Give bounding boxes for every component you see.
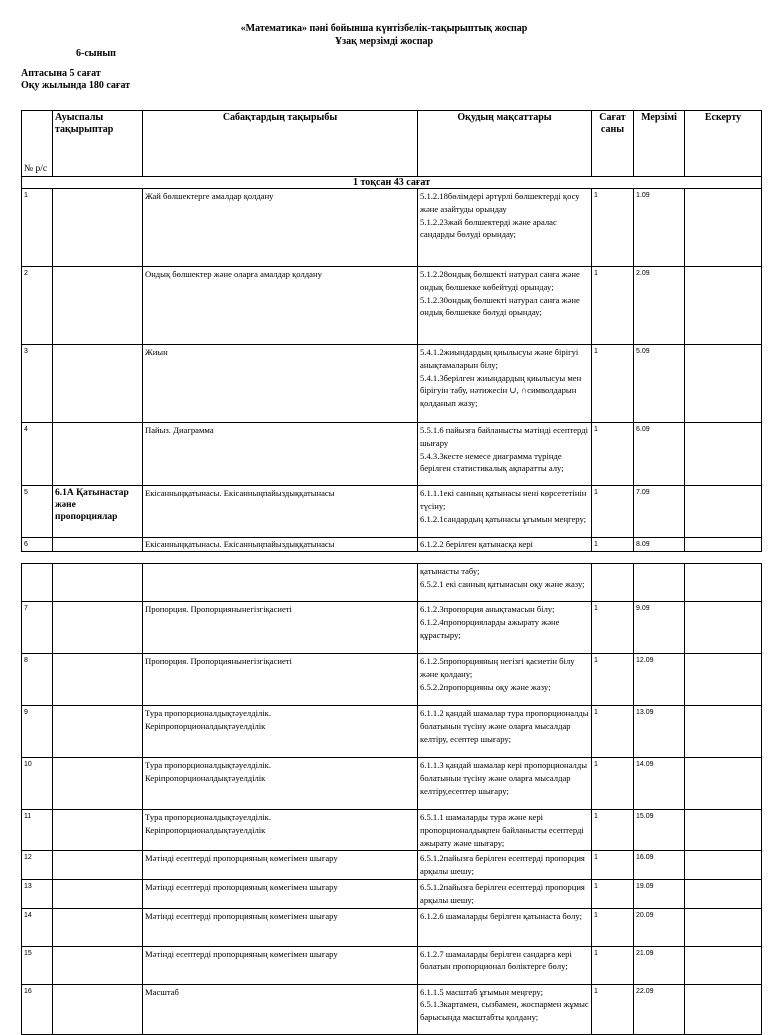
row-topic: Тура пропорционалдықтәуелділік. Керіпропорционалдықтәуелділік	[143, 758, 418, 810]
col-header-topic: Сабақтардың тақырыбы	[143, 111, 418, 177]
row-hours: 1	[592, 851, 634, 880]
row-objectives: 6.1.1.2 қандай шамалар тура пропорционалды болатынын түсіну және оларға мысалдар келтіру, есептер шығару;	[418, 706, 592, 758]
col-header-date: Мерзімі	[634, 111, 685, 177]
document-header	[0, 22, 768, 48]
row-note	[685, 189, 762, 267]
row-section	[53, 851, 143, 880]
row-hours: 1	[592, 758, 634, 810]
quarter-label: 1 тоқсан 43 сағат	[22, 177, 762, 189]
row-objectives: 6.1.1.1екі санның қатынасы нені көрсететінін түсіну; 6.1.2.1сандардың қатынасы ұғымын меңгеру;	[418, 486, 592, 538]
row-hours: 1	[592, 810, 634, 851]
row-note	[685, 946, 762, 984]
row-hours: 1	[592, 267, 634, 345]
table-row	[22, 267, 762, 345]
col-header-note: Ескерту	[685, 111, 762, 177]
row-section	[53, 538, 143, 552]
row-note	[685, 879, 762, 908]
row-note	[685, 486, 762, 538]
col-header-num: № р/с	[22, 111, 53, 177]
row-objectives: 6.5.1.2пайызға берілген есептерді пропорция арқылы шешу;	[418, 879, 592, 908]
row-date: 21.09	[634, 946, 685, 984]
row-hours	[592, 564, 634, 602]
row-objectives: 6.5.1.2пайызға берілген есептерді пропорция арқылы шешу;	[418, 851, 592, 880]
row-number: 5	[22, 486, 53, 538]
row-note	[685, 758, 762, 810]
row-note	[685, 851, 762, 880]
row-topic: Пропорция. Пропорциянынегізгіқасиеті	[143, 654, 418, 706]
row-topic: Ондық бөлшектер және оларға амалдар қолдану	[143, 267, 418, 345]
table-header-row	[22, 111, 762, 177]
row-note	[685, 538, 762, 552]
table-row	[22, 423, 762, 486]
plan-table-page2	[21, 563, 762, 1035]
plan-table-page1	[21, 110, 762, 552]
row-topic: Тура пропорционалдықтәуелділік. Керіпропорционалдықтәуелділік	[143, 706, 418, 758]
table-row	[22, 908, 762, 946]
row-hours: 1	[592, 423, 634, 486]
row-section	[53, 654, 143, 706]
document-subtitle: Ұзақ мерзімді жоспар	[334, 36, 434, 47]
table-row	[22, 538, 762, 552]
table-row	[22, 810, 762, 851]
row-number: 11	[22, 810, 53, 851]
row-number	[22, 564, 53, 602]
row-hours: 1	[592, 602, 634, 654]
col-header-section: Ауыспалы тақырыптар	[53, 111, 143, 177]
table-row	[22, 564, 762, 602]
row-date: 16.09	[634, 851, 685, 880]
row-section	[53, 267, 143, 345]
row-section	[53, 345, 143, 423]
row-objectives: 6.1.2.7 шамаларды берілген сандарға кері болатын пропорционал бөліктерге бөлу;	[418, 946, 592, 984]
row-date: 12.09	[634, 654, 685, 706]
row-objectives: 5.1.2.28ондық бөлшекті натурал санға және ондық бөлшекке көбейтуді орындау; 5.1.2.30ондық бөлшекті натурал санға және ондық бөлшекке бөлуді орындау;	[418, 267, 592, 345]
row-number: 4	[22, 423, 53, 486]
table-row	[22, 706, 762, 758]
row-number: 9	[22, 706, 53, 758]
row-note	[685, 654, 762, 706]
weekly-hours: Аптасына 5 сағат	[21, 68, 101, 79]
yearly-hours: Оқу жылында 180 сағат	[21, 80, 131, 91]
table-row	[22, 654, 762, 706]
row-date: 8.09	[634, 538, 685, 552]
row-hours: 1	[592, 946, 634, 984]
row-hours: 1	[592, 345, 634, 423]
table-row	[22, 984, 762, 1034]
row-number: 1	[22, 189, 53, 267]
row-note	[685, 810, 762, 851]
row-objectives: 6.1.1.3 қандай шамалар кері пропорционалды болатынын түсіну және оларға мысалдар келтіру,есептер шығару;	[418, 758, 592, 810]
row-topic: Жай бөлшектерге амалдар қолдану	[143, 189, 418, 267]
row-note	[685, 706, 762, 758]
table-row	[22, 879, 762, 908]
row-section	[53, 706, 143, 758]
row-note	[685, 423, 762, 486]
row-date: 1.09	[634, 189, 685, 267]
row-topic: Мәтінді есептерді пропорцияның көмегімен шығару	[143, 946, 418, 984]
table-row	[22, 345, 762, 423]
row-note	[685, 345, 762, 423]
row-objectives: 5.1.2.18бөлімдері әртүрлі бөлшектерді қосу және азайтуды орындау 5.1.2.23жай бөлшектерді және аралас сандарды бөлуді орындау;	[418, 189, 592, 267]
row-section	[53, 879, 143, 908]
row-number: 15	[22, 946, 53, 984]
row-hours: 1	[592, 879, 634, 908]
row-section	[53, 189, 143, 267]
table-row	[22, 851, 762, 880]
row-section	[53, 758, 143, 810]
row-hours: 1	[592, 189, 634, 267]
row-objectives: 6.1.1.5 масштаб ұғымын меңгеру; 6.5.1.3картамен, сызбамен, жоспармен жұмыс барысында масштабты қолдану;	[418, 984, 592, 1034]
row-number: 2	[22, 267, 53, 345]
row-objectives: 6.1.2.5пропорцияның негізгі қасиетін білу және қолдану; 6.5.2.2пропорцияны оқу және жазу;	[418, 654, 592, 706]
row-topic: Пайыз. Диаграмма	[143, 423, 418, 486]
row-objectives: 5.4.1.2жиындардың қиылысуы және бірігуі анықтамаларын білу; 5.4.1.3берілген жиындардың қиылысуы мен бірігуін табу, нәтижесін ∪, ∩символдарын қолданып жазу;	[418, 345, 592, 423]
row-date: 15.09	[634, 810, 685, 851]
row-section	[53, 810, 143, 851]
row-section	[53, 908, 143, 946]
row-objectives: қатынасты табу; 6.5.2.1 екі санның қатынасын оқу және жазу;	[418, 564, 592, 602]
table-row	[22, 189, 762, 267]
row-topic: Екісанныңқатынасы. Екісанныңпайыздыққатынасы	[143, 538, 418, 552]
row-note	[685, 984, 762, 1034]
hours-info	[21, 68, 130, 92]
row-number: 14	[22, 908, 53, 946]
row-number: 8	[22, 654, 53, 706]
row-section	[53, 946, 143, 984]
row-section	[53, 564, 143, 602]
row-hours: 1	[592, 538, 634, 552]
row-note	[685, 267, 762, 345]
row-topic: Мәтінді есептерді пропорцияның көмегімен шығару	[143, 851, 418, 880]
row-topic	[143, 564, 418, 602]
table-row	[22, 946, 762, 984]
row-objectives: 6.1.2.3пропорция анықтамасын білу; 6.1.2.4пропорцияларды ажырату және құрастыру;	[418, 602, 592, 654]
row-hours: 1	[592, 654, 634, 706]
table-row	[22, 602, 762, 654]
row-hours: 1	[592, 706, 634, 758]
row-hours: 1	[592, 984, 634, 1034]
quarter-row	[22, 177, 762, 189]
row-note	[685, 908, 762, 946]
row-number: 10	[22, 758, 53, 810]
row-date: 22.09	[634, 984, 685, 1034]
col-header-objectives: Оқудың мақсаттары	[418, 111, 592, 177]
row-objectives: 6.1.2.2 берілген қатынасқа кері	[418, 538, 592, 552]
row-date: 19.09	[634, 879, 685, 908]
row-date: 9.09	[634, 602, 685, 654]
col-header-hours: Сағат саны	[592, 111, 634, 177]
row-objectives: 5.5.1.6 пайызға байланысты мәтінді есептерді шығару 5.4.3.3кесте немесе диаграмма түрінде берілген статистикалық ақпаратты алу;	[418, 423, 592, 486]
row-topic: Мәтінді есептерді пропорцияның көмегімен шығару	[143, 879, 418, 908]
row-note	[685, 564, 762, 602]
row-number: 3	[22, 345, 53, 423]
row-number: 6	[22, 538, 53, 552]
row-topic: Мәтінді есептерді пропорцияның көмегімен шығару	[143, 908, 418, 946]
row-number: 12	[22, 851, 53, 880]
row-topic: Жиын	[143, 345, 418, 423]
grade-label: 6-сынып	[76, 48, 116, 59]
row-date: 7.09	[634, 486, 685, 538]
row-section	[53, 602, 143, 654]
row-hours: 1	[592, 908, 634, 946]
row-number: 13	[22, 879, 53, 908]
row-hours: 1	[592, 486, 634, 538]
row-objectives: 6.5.1.1 шамаларды тура және кері пропорционалдықпен байланысты есептерді ажырату және шығару;	[418, 810, 592, 851]
row-number: 7	[22, 602, 53, 654]
row-topic: Екісанныңқатынасы. Екісанныңпайыздыққатынасы	[143, 486, 418, 538]
row-topic: Пропорция. Пропорциянынегізгіқасиеті	[143, 602, 418, 654]
row-section	[53, 423, 143, 486]
table-row	[22, 758, 762, 810]
document-title: «Математика» пәні бойынша күнтізбелік-тақырыптық жоспар	[240, 23, 528, 34]
row-date: 5.09	[634, 345, 685, 423]
row-date	[634, 564, 685, 602]
row-date: 13.09	[634, 706, 685, 758]
row-date: 2.09	[634, 267, 685, 345]
row-topic: Масштаб	[143, 984, 418, 1034]
row-topic: Тура пропорционалдықтәуелділік. Керіпропорционалдықтәуелділік	[143, 810, 418, 851]
table-row	[22, 486, 762, 538]
row-section: 6.1А Қатынастар және пропорциялар	[53, 486, 143, 538]
row-section	[53, 984, 143, 1034]
row-note	[685, 602, 762, 654]
row-date: 20.09	[634, 908, 685, 946]
row-objectives: 6.1.2.6 шамаларды берілген қатынаста бөлу;	[418, 908, 592, 946]
row-number: 16	[22, 984, 53, 1034]
row-date: 6.09	[634, 423, 685, 486]
row-date: 14.09	[634, 758, 685, 810]
